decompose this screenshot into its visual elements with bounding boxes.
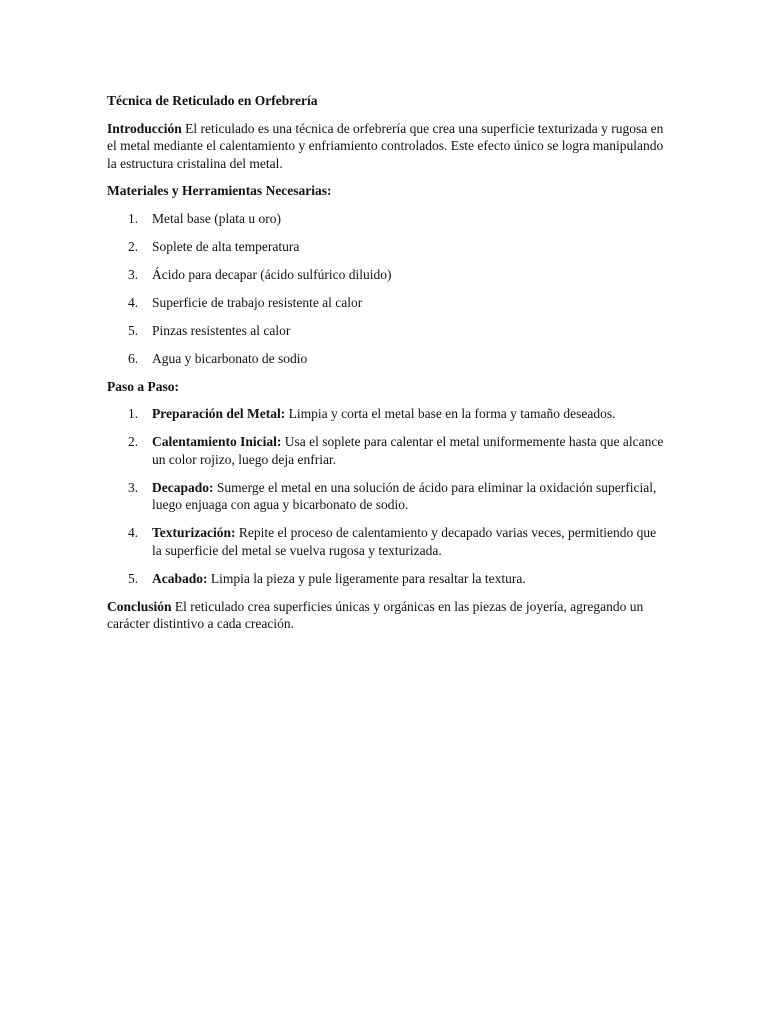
intro-paragraph: [107, 120, 667, 173]
step-text: Limpia y corta el metal base en la forma y tamaño deseados.: [285, 406, 616, 421]
step-item: [107, 479, 667, 514]
steps-list: [107, 405, 667, 587]
step-text: Limpia la pieza y pule ligeramente para resaltar la textura.: [207, 570, 526, 586]
step-term: Acabado:: [152, 570, 208, 586]
step-text: Usa el soplete para calentar el metal uniformemente hasta que alcance un color rojizo, luego deja enfriar.: [152, 434, 664, 467]
step-item: [107, 433, 667, 468]
step-text: Repite el proceso de calentamiento y decapado varias veces, permitiendo que la superficie del metal se vuelva rugosa y texturizada.: [152, 525, 657, 558]
step-number: 4.: [128, 525, 139, 540]
steps-heading: Paso a Paso:: [107, 378, 179, 394]
step-number: 3.: [128, 479, 139, 495]
materials-item: [107, 322, 667, 340]
item-text: Metal base (plata u oro): [152, 210, 281, 226]
step-term: Decapado:: [152, 479, 214, 495]
document-page: [107, 92, 667, 643]
conclusion-paragraph: [107, 598, 667, 633]
step-item: [107, 570, 667, 588]
conclusion-text: El reticulado crea superficies únicas y orgánicas en las piezas de joyería, agregando un carácter distintivo a cada creación.: [107, 598, 644, 631]
step-term: Calentamiento Inicial:: [152, 434, 282, 449]
item-number: 2.: [128, 238, 139, 254]
materials-item: [107, 266, 667, 284]
step-item: [107, 524, 667, 559]
step-number: 2.: [128, 434, 139, 449]
item-text: Agua y bicarbonato de sodio: [152, 350, 308, 366]
item-text: Superficie de trabajo resistente al calor: [152, 294, 363, 310]
item-number: 4.: [128, 294, 139, 310]
step-term: Preparación del Metal:: [152, 406, 286, 421]
materials-heading: Materiales y Herramientas Necesarias:: [107, 183, 332, 198]
item-number: 1.: [128, 210, 139, 226]
item-text: Soplete de alta temperatura: [152, 238, 300, 254]
step-item: [107, 405, 667, 423]
materials-item: [107, 238, 667, 256]
intro-text: El reticulado es una técnica de orfebrería que crea una superficie texturizada y rugosa en el metal mediante el calentamiento y enfriamiento controlados. Este efecto único se logra manipulando la estructura cristalina del metal.: [107, 120, 664, 171]
materials-item: [107, 294, 667, 312]
item-text: Ácido para decapar (ácido sulfúrico diluido): [152, 266, 392, 282]
step-number: 5.: [128, 570, 139, 586]
materials-item: [107, 210, 667, 228]
document-title: Técnica de Reticulado en Orfebrería: [107, 93, 318, 108]
materials-list: [107, 210, 667, 368]
item-number: 3.: [128, 266, 139, 282]
step-number: 1.: [128, 406, 139, 421]
materials-item: [107, 350, 667, 368]
step-term: Texturización:: [152, 525, 236, 540]
item-text: Pinzas resistentes al calor: [152, 322, 291, 338]
item-number: 6.: [128, 350, 139, 366]
intro-label: Introducción: [107, 120, 182, 136]
item-number: 5.: [128, 322, 139, 338]
step-text: Sumerge el metal en una solución de ácido para eliminar la oxidación superficial, luego enjuaga con agua y bicarbonato de sodio.: [152, 479, 657, 512]
conclusion-label: Conclusión: [107, 598, 172, 614]
